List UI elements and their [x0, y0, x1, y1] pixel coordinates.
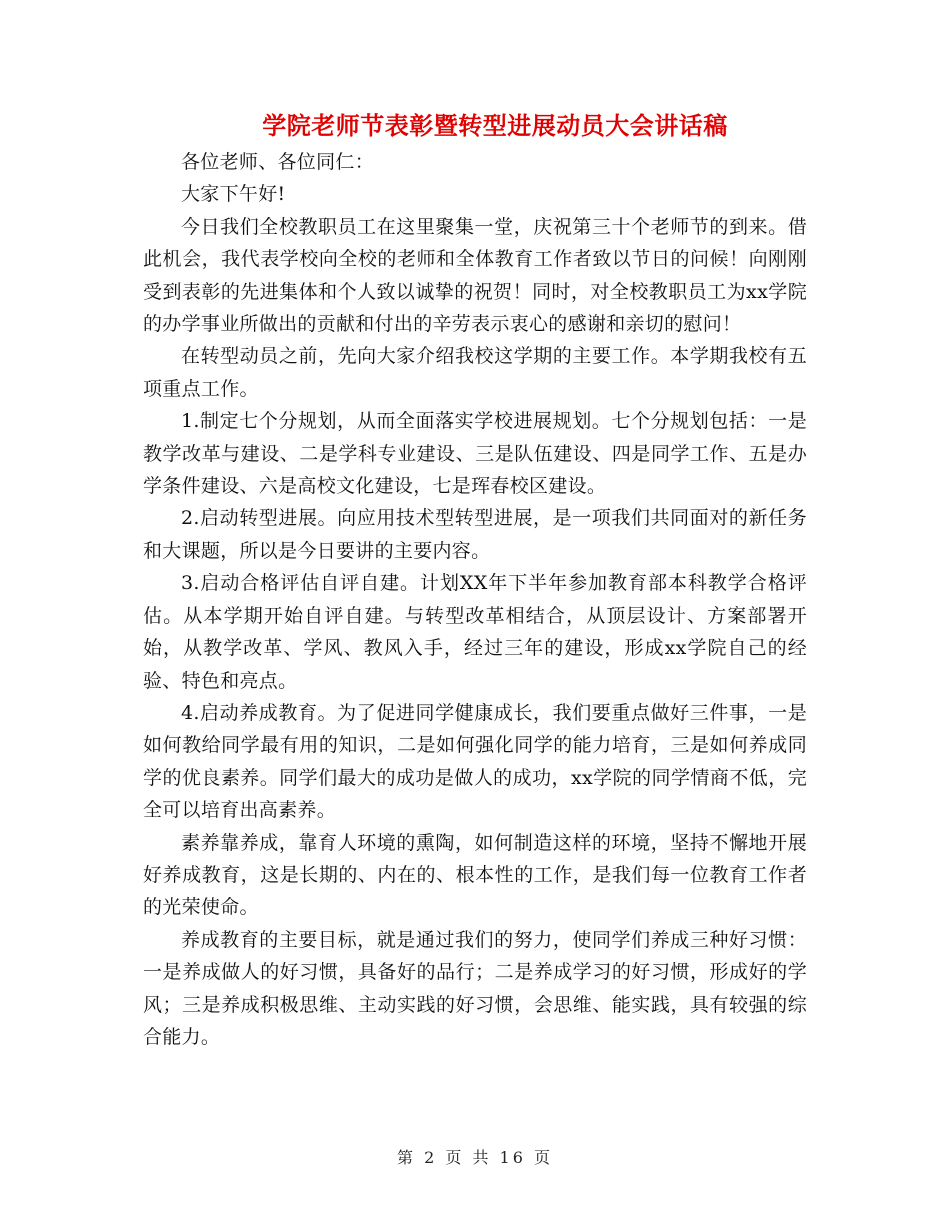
paragraph: 3.启动合格评估自评自建。计划XX年下半年参加教育部本科教学合格评估。从本学期开始自评自建。与转型改革相结合，从顶层设计、方案部署开始，从教学改革、学风、教风入手，经过三年的建设，形成xx学院自己的经验、特色和亮点。	[143, 572, 807, 692]
paragraph: 2.启动转型进展。向应用技术型转型进展，是一项我们共同面对的新任务和大课题，所以是今日要讲的主要内容。	[143, 507, 807, 562]
paragraph: 今日我们全校教职员工在这里聚集一堂，庆祝第三十个老师节的到来。借此机会，我代表学校向全校的老师和全体教育工作者致以节日的问候！向刚刚受到表彰的先进集体和个人致以诚挚的祝贺！同时，对全校教职员工为xx学院的办学事业所做出的贡献和付出的辛劳表示衷心的感谢和亲切的慰问！	[143, 215, 807, 336]
paragraph: 素养靠养成，靠育人环境的熏陶，如何制造这样的环境，坚持不懈地开展好养成教育，这是长期的、内在的、根本性的工作，是我们每一位教育工作者的光荣使命。	[143, 831, 807, 919]
paragraph: 养成教育的主要目标，就是通过我们的努力，使同学们养成三种好习惯：一是养成做人的好习惯，具备好的品行；二是养成学习的好习惯，形成好的学风；三是养成积极思维、主动实践的好习惯，会思维、能实践，具有较强的综合能力。	[143, 928, 807, 1048]
page-number: 第 2 页 共 16 页	[397, 1148, 553, 1167]
salutation: 各位老师、各位同仁：	[181, 151, 375, 173]
paragraph: 在转型动员之前，先向大家介绍我校这学期的主要工作。本学期我校有五项重点工作。	[143, 345, 807, 400]
document-title: 学院老师节表彰暨转型进展动员大会讲话稿	[262, 111, 728, 140]
greeting: 大家下午好!	[181, 183, 286, 206]
paragraph: 1.制定七个分规划，从而全面落实学校进展规划。七个分规划包括：一是教学改革与建设、二是学科专业建设、三是队伍建设、四是同学工作、五是办学条件建设、六是高校文化建设，七是珲春校区建设。	[143, 410, 807, 498]
paragraph: 4.启动养成教育。为了促进同学健康成长，我们要重点做好三件事，一是如何教给同学最有用的知识，二是如何强化同学的能力培育，三是如何养成同学的优良素养。同学们最大的成功是做人的成功，xx学院的同学情商不低，完全可以培育出高素养。	[143, 701, 807, 822]
document-body	[143, 146, 807, 1053]
